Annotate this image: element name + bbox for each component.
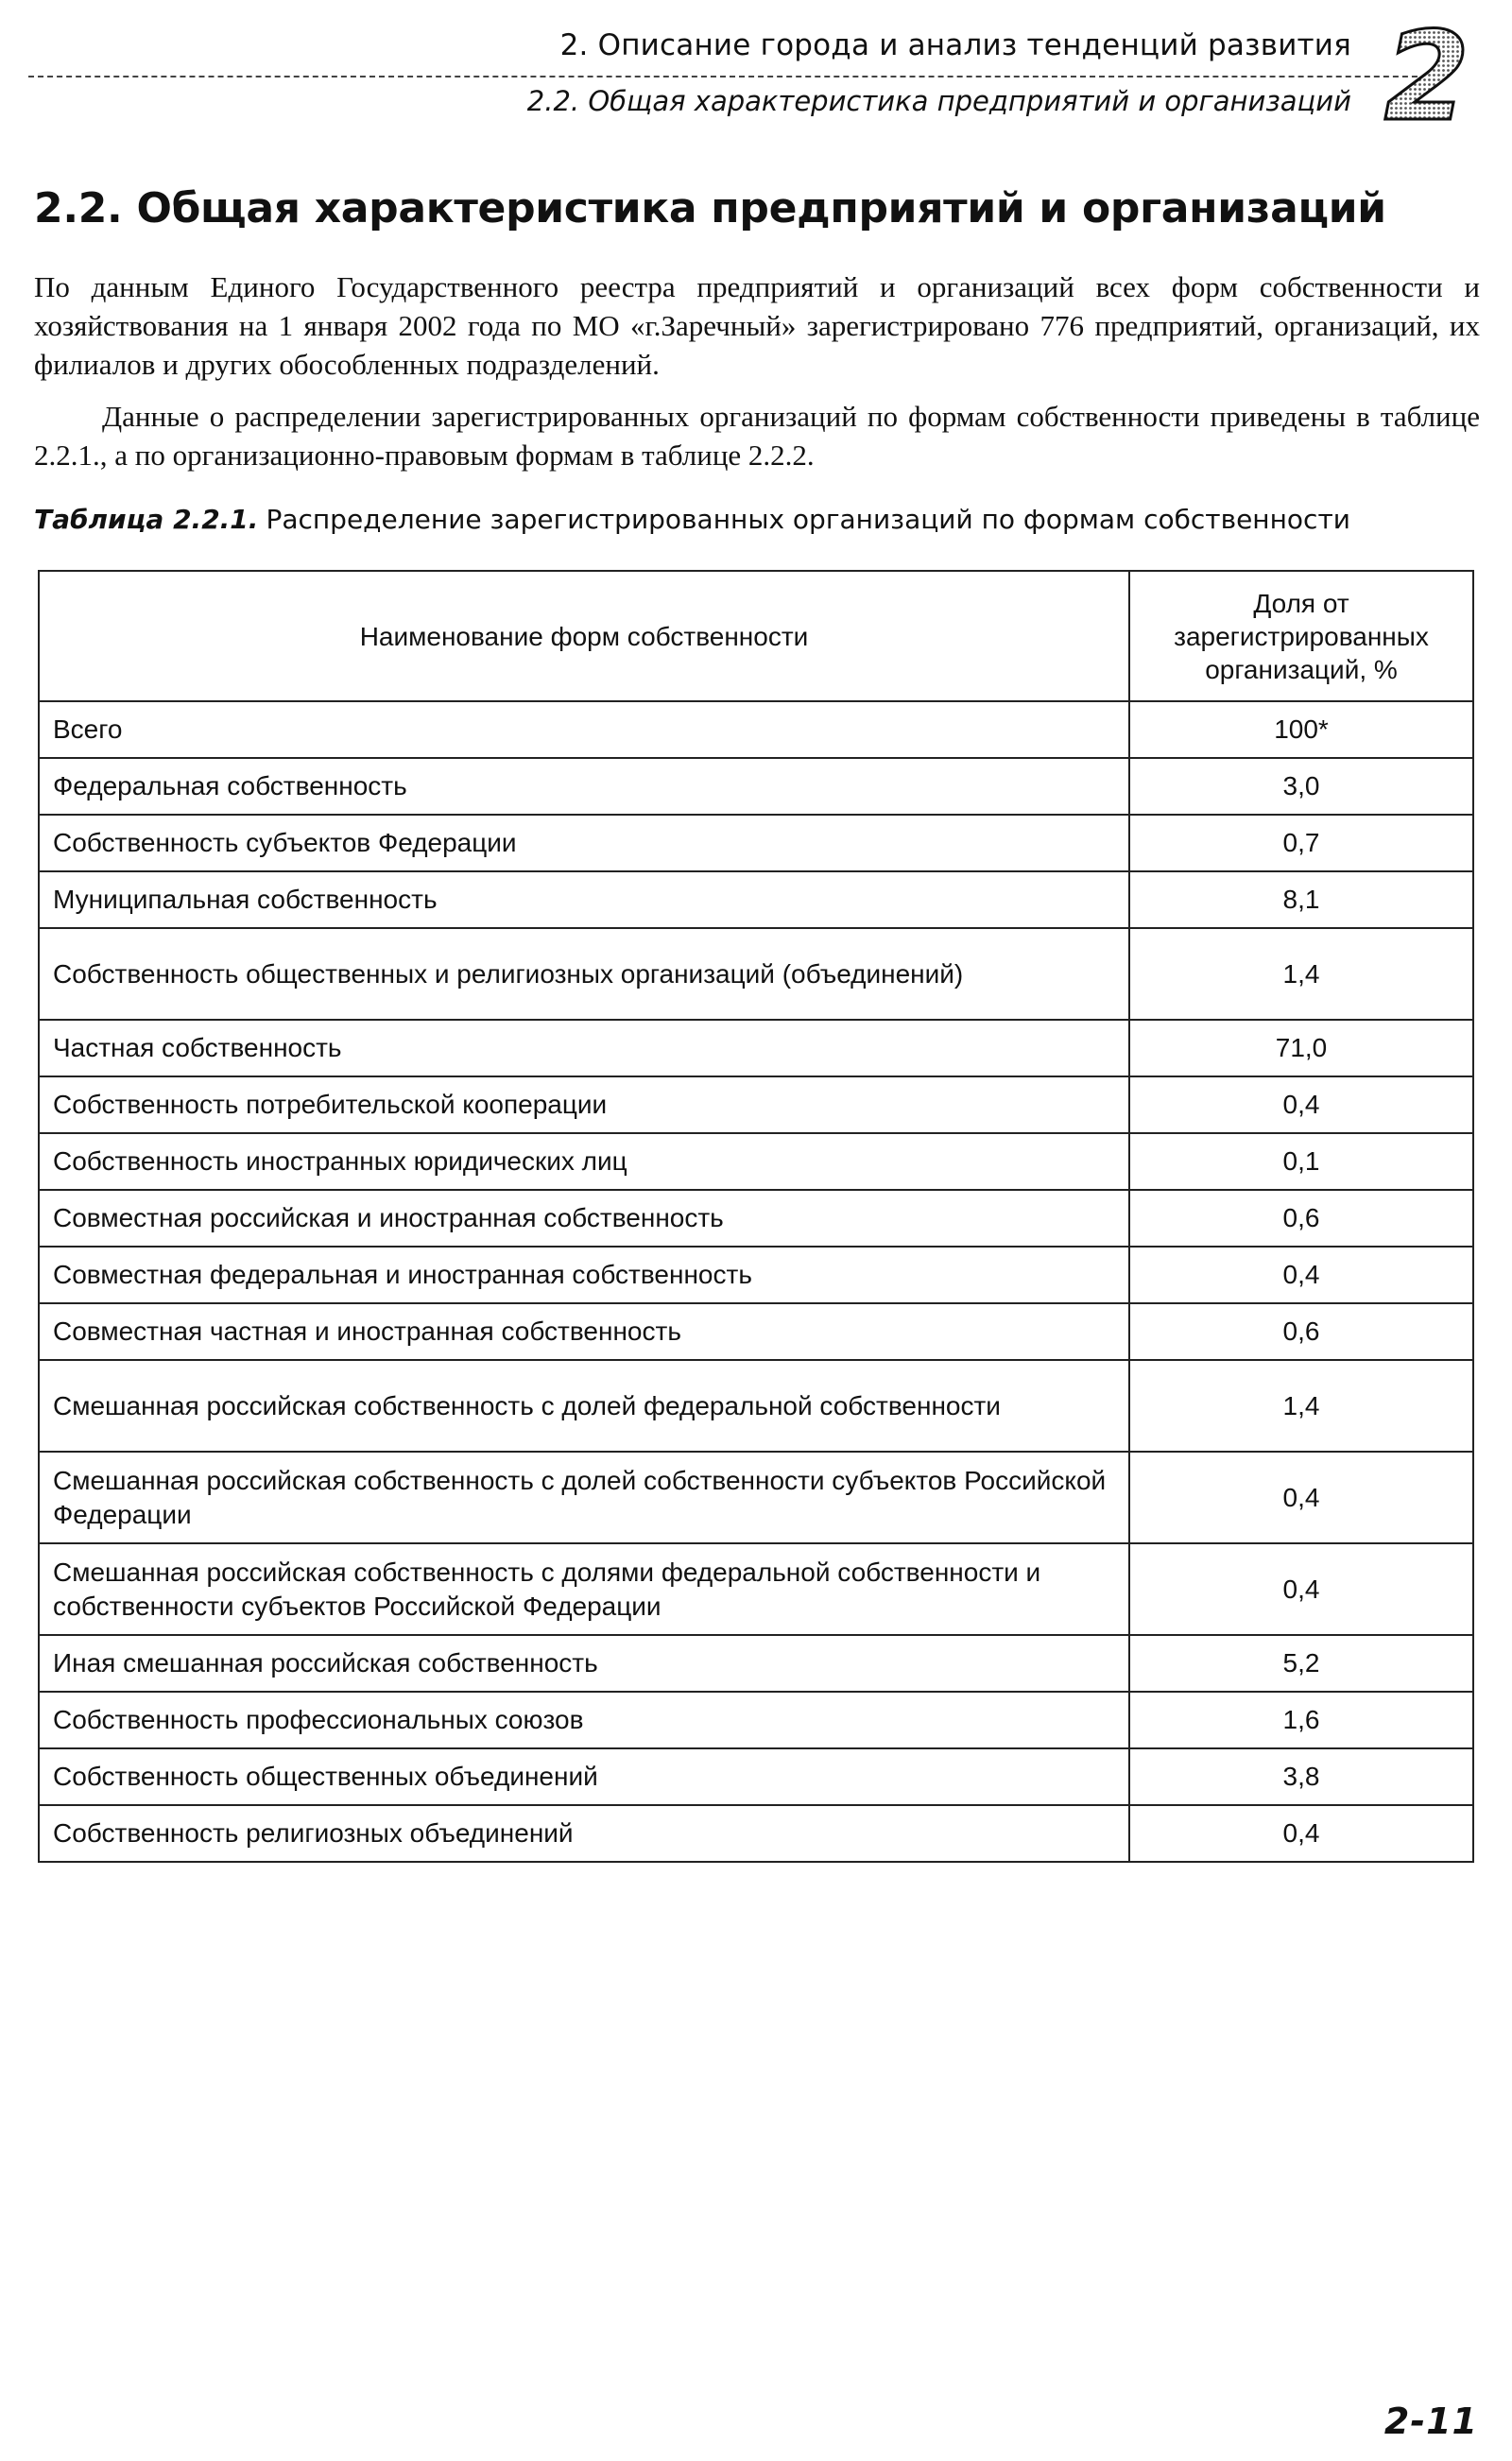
row-value: 0,4 <box>1129 1452 1473 1543</box>
section-heading: 2.2. Общая характеристика предприятий и организаций <box>34 184 1386 232</box>
row-value: 1,4 <box>1129 1360 1473 1452</box>
row-name: Иная смешанная российская собственность <box>39 1635 1129 1692</box>
running-header <box>0 0 1512 132</box>
table-row <box>39 1190 1473 1247</box>
table-row <box>39 1020 1473 1076</box>
row-value: 0,4 <box>1129 1543 1473 1635</box>
table-row <box>39 1635 1473 1692</box>
row-name: Собственность общественных и религиозных организаций (объединений) <box>39 928 1129 1020</box>
row-name: Совместная российская и иностранная собственность <box>39 1190 1129 1247</box>
table-row <box>39 928 1473 1020</box>
section-running-title: 2.2. Общая характеристика предприятий и организаций <box>526 85 1351 117</box>
row-value: 1,6 <box>1129 1692 1473 1748</box>
row-name: Всего <box>39 701 1129 758</box>
row-name: Совместная частная и иностранная собственность <box>39 1303 1129 1360</box>
table-row <box>39 1360 1473 1452</box>
table-row <box>39 871 1473 928</box>
row-value: 100* <box>1129 701 1473 758</box>
header-rule <box>28 76 1436 77</box>
row-name: Частная собственность <box>39 1020 1129 1076</box>
table-row <box>39 1543 1473 1635</box>
row-value: 0,7 <box>1129 815 1473 871</box>
row-value: 0,4 <box>1129 1247 1473 1303</box>
row-value: 3,0 <box>1129 758 1473 815</box>
row-name: Смешанная российская собственность с долей федеральной собственности <box>39 1360 1129 1452</box>
row-value: 0,4 <box>1129 1805 1473 1862</box>
table-caption-text: Распределение зарегистрированных организаций по формам собственности <box>266 504 1350 535</box>
table-row <box>39 815 1473 871</box>
table-header-row <box>39 571 1473 701</box>
row-name: Смешанная российская собственность с долями федеральной собственности и собственности субъектов Российской Федерации <box>39 1543 1129 1635</box>
row-name: Собственность субъектов Федерации <box>39 815 1129 871</box>
row-name: Совместная федеральная и иностранная собственность <box>39 1247 1129 1303</box>
table-row <box>39 758 1473 815</box>
row-value: 0,6 <box>1129 1303 1473 1360</box>
page-number: 2-11 <box>1383 2401 1478 2442</box>
row-value: 8,1 <box>1129 871 1473 928</box>
chapter-title: 2. Описание города и анализ тенденций развития <box>559 28 1351 62</box>
chapter-number-mark <box>1351 21 1484 125</box>
row-name: Собственность потребительской кооперации <box>39 1076 1129 1133</box>
table-row <box>39 1076 1473 1133</box>
row-value: 0,6 <box>1129 1190 1473 1247</box>
row-value: 71,0 <box>1129 1020 1473 1076</box>
row-value: 1,4 <box>1129 928 1473 1020</box>
row-name: Муниципальная собственность <box>39 871 1129 928</box>
table-row <box>39 1692 1473 1748</box>
column-header-share: Доля от зарегистрированных организаций, % <box>1129 571 1473 701</box>
paragraph-2: Данные о распределении зарегистрированных организаций по формам собственности приведены в таблице 2.2.1., а по организационно-правовым формам в таблице 2.2.2. <box>34 400 1480 472</box>
table-caption-label: Таблица 2.2.1. <box>34 504 259 535</box>
row-name: Собственность религиозных объединений <box>39 1805 1129 1862</box>
table-row <box>39 701 1473 758</box>
table-row <box>39 1133 1473 1190</box>
row-value: 0,1 <box>1129 1133 1473 1190</box>
table-row <box>39 1247 1473 1303</box>
table-caption <box>34 504 1350 535</box>
table-row <box>39 1303 1473 1360</box>
row-value: 5,2 <box>1129 1635 1473 1692</box>
row-name: Собственность профессиональных союзов <box>39 1692 1129 1748</box>
svg-text:2: 2 <box>1383 21 1470 125</box>
paragraph-1: По данным Единого Государственного реестра предприятий и организаций всех форм собственности и хозяйствования на 1 января 2002 года по МО «г.Заречный» зарегистрировано 776 предприятий, организаций, их филиалов и других обособленных подразделений. <box>34 270 1480 381</box>
row-value: 0,4 <box>1129 1076 1473 1133</box>
row-name: Смешанная российская собственность с долей собственности субъектов Российской Федерации <box>39 1452 1129 1543</box>
row-value: 3,8 <box>1129 1748 1473 1805</box>
row-name: Собственность общественных объединений <box>39 1748 1129 1805</box>
row-name: Собственность иностранных юридических лиц <box>39 1133 1129 1190</box>
table-row <box>39 1452 1473 1543</box>
ownership-table <box>38 570 1474 1863</box>
table-row <box>39 1805 1473 1862</box>
table-row <box>39 1748 1473 1805</box>
column-header-form: Наименование форм собственности <box>39 571 1129 701</box>
row-name: Федеральная собственность <box>39 758 1129 815</box>
